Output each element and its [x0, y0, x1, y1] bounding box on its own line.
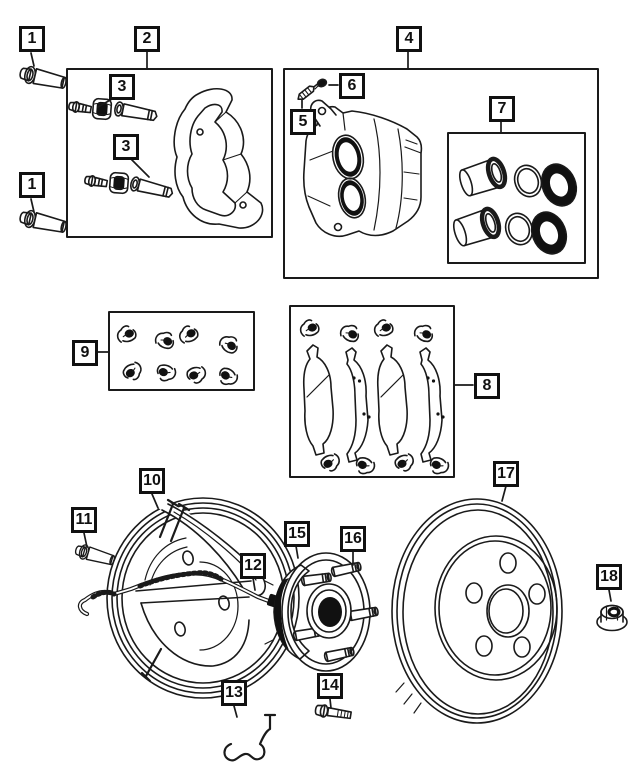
callout-10[interactable]: 10 [139, 468, 165, 494]
callout-18[interactable]: 18 [596, 564, 622, 590]
mounting-bolt-bottom [18, 208, 67, 235]
callout-8[interactable]: 8 [474, 373, 500, 399]
callout-15[interactable]: 15 [284, 521, 310, 547]
callout-6[interactable]: 6 [339, 73, 365, 99]
brake-pad-inner-left [304, 345, 333, 455]
callout-1-bottom[interactable]: 1 [19, 172, 45, 198]
guide-pin-kit-upper [68, 98, 158, 123]
pad-hardware-kit-box [109, 312, 254, 390]
brake-caliper [304, 100, 422, 236]
piston-o-ring-upper [510, 162, 545, 201]
callout-17[interactable]: 17 [493, 461, 519, 487]
bleeder-screw [296, 82, 319, 102]
brake-pad-inner-right [378, 345, 407, 455]
hub-bolt [315, 704, 352, 721]
guide-pin-kit-lower [84, 172, 174, 200]
bleeder-cap [315, 78, 327, 89]
callout-12[interactable]: 12 [240, 553, 266, 579]
callout-5[interactable]: 5 [290, 109, 316, 135]
callout-2[interactable]: 2 [134, 26, 160, 52]
mounting-bolt-top [18, 64, 67, 91]
piston-boot-seal-lower [526, 207, 573, 259]
pad-hardware-clips [116, 324, 241, 389]
callout-1-top[interactable]: 1 [19, 26, 45, 52]
caliper-adapter-bracket [174, 89, 262, 228]
brake-pad-outer-left [346, 348, 371, 462]
brake-pad-outer-right [420, 348, 445, 462]
shield-bolt [74, 543, 116, 568]
callout-13[interactable]: 13 [221, 680, 247, 706]
spindle-nut [597, 606, 627, 631]
callout-3-upper[interactable]: 3 [109, 74, 135, 100]
piston-boot-seal-upper [536, 159, 583, 211]
callout-4[interactable]: 4 [396, 26, 422, 52]
callout-14[interactable]: 14 [317, 673, 343, 699]
callout-3-lower[interactable]: 3 [113, 134, 139, 160]
caliper-piston-lower [451, 207, 502, 248]
hub-and-bearing [265, 553, 379, 671]
caliper-piston-upper [457, 157, 508, 198]
callout-7[interactable]: 7 [489, 96, 515, 122]
callout-11[interactable]: 11 [71, 507, 97, 533]
callout-9[interactable]: 9 [72, 340, 98, 366]
callout-16[interactable]: 16 [340, 526, 366, 552]
wire-retainer-clip [224, 715, 275, 760]
brake-rotor [392, 499, 562, 723]
